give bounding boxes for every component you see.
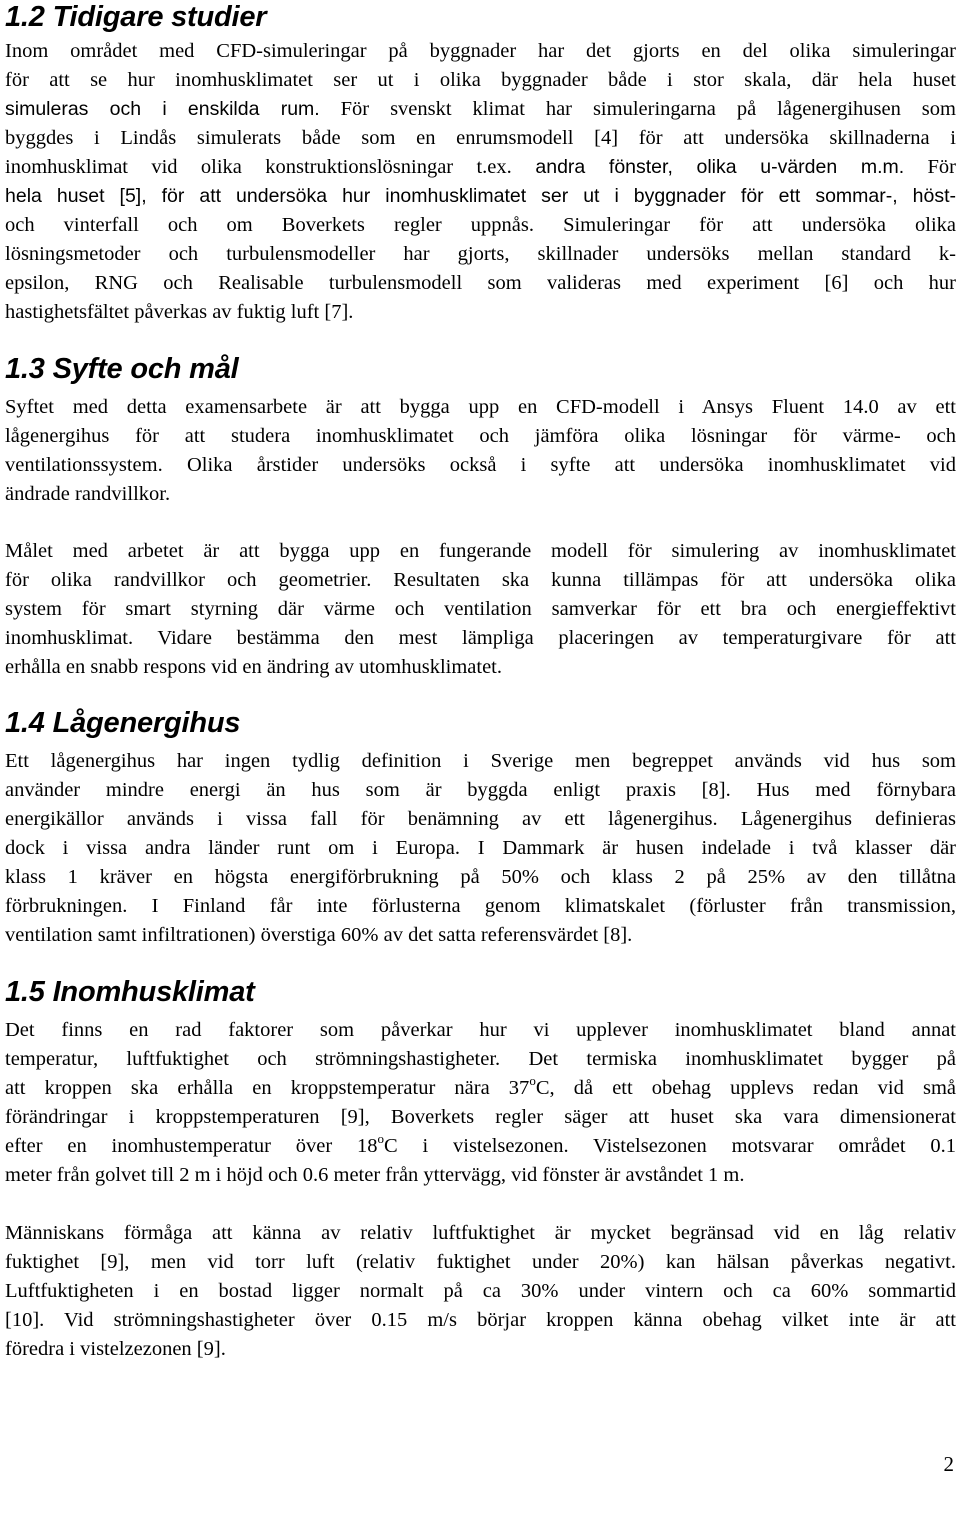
section-heading-1-3: 1.3 Syfte och mål [5, 353, 239, 385]
text-line: meter från golvet till 2 m i höjd och 0.6 meter från yttervägg, vid fönster är avståndet 1 m. [5, 1164, 745, 1186]
serif-span: För [904, 156, 956, 178]
text-line: lösningsmetoder och turbulensmodeller har gjorts, skillnader undersöks mellan standard k- [5, 243, 956, 265]
section-heading-1-4: 1.4 Lågenergihus [5, 707, 241, 739]
sans-span: andra fönster, olika u-värden m.m. [511, 156, 905, 178]
serif-span: För svenskt klimat har simuleringarna på lågenergihusen som [319, 98, 956, 120]
paragraph-luftfuktighet [5, 1219, 956, 1364]
text-line: dock i vissa andra länder runt om i Europa. I Dammark är husen indelade i två klasser där [5, 837, 956, 859]
text-line: energikällor används i vissa fall för benämning av ett lågenergihus. Lågenergihus definieras [5, 808, 956, 830]
superscript: o [529, 1073, 536, 1088]
text-line: använder mindre energi än hus som är byggda enligt praxis [8]. Hus med förnybara [5, 779, 956, 801]
text-line: Ett lågenergihus har ingen tydlig definition i Sverige men begreppet används vid hus som [5, 750, 956, 772]
text-line: lågenergihus för att studera inomhusklimatet och jämföra olika lösningar för värme- och [5, 425, 956, 447]
text-line: föredra i vistelzezonen [9]. [5, 1338, 226, 1360]
text-line: Det finns en rad faktorer som påverkar hur vi upplever inomhusklimatet bland annat [5, 1019, 956, 1041]
text-line: epsilon, RNG och Realisable turbulensmodell som valideras med experiment [6] och hur [5, 272, 956, 294]
text-line: fuktighet [9], men vid torr luft (relativ fuktighet under 20%) kan hälsan påverkas negativt. [5, 1251, 956, 1273]
section-heading-1-5: 1.5 Inomhusklimat [5, 976, 255, 1008]
text-line: förbrukningen. I Finland får inte förlusterna genom klimatskalet (förluster från transmission, [5, 895, 956, 917]
text-line [5, 95, 956, 124]
text-line: Inom området med CFD-simuleringar på byggnader har det gjorts en del olika simuleringar [5, 40, 956, 62]
paragraph-inomhusklimat [5, 1016, 956, 1190]
paragraph-lagenergihus [5, 747, 956, 950]
serif-span: Simuleringar för att undersöka olika [534, 214, 956, 236]
text-line: hela huset [5], för att undersöka hur inomhusklimatet ser ut i byggnader för ett sommar-, höst- [5, 185, 956, 207]
text-line: erhålla en snabb respons vid en ändring av utomhusklimatet. [5, 656, 503, 678]
text-line: [10]. Vid strömningshastigheter över 0.15 m/s börjar kroppen känna obehag vilket inte är att [5, 1309, 956, 1331]
text-line: Människans förmåga att känna av relativ luftfuktighet är mycket begränsad vid en låg relativ [5, 1222, 956, 1244]
text-line: temperatur, luftfuktighet och strömningshastigheter. Det termiska inomhusklimatet bygger på [5, 1048, 956, 1070]
text-line: Luftfuktigheten i en bostad ligger normalt på ca 30% under vintern och ca 60% sommartid [5, 1280, 956, 1302]
serif-span: C, då ett obehag upplevs redan vid små [535, 1077, 956, 1099]
sans-span: simuleras och i enskilda rum. [5, 98, 320, 120]
text-line: byggdes i Lindås simulerats både som en enrumsmodell [4] för att undersöka skillnaderna i [5, 127, 956, 149]
paragraph-malet [5, 537, 956, 682]
serif-span: att kroppen ska erhålla en kroppstemperatur nära 37 [5, 1077, 530, 1099]
paragraph-tidigare-studier [5, 37, 956, 327]
text-line: Syftet med detta examensarbete är att bygga upp en CFD-modell i Ansys Fluent 14.0 av ett [5, 396, 956, 418]
section-heading-1-2: 1.2 Tidigare studier [5, 1, 267, 33]
text-line: inomhusklimat. Vidare bestämma den mest lämpliga placeringen av temperaturgivare för att [5, 627, 956, 649]
text-line: system för smart styrning där värme och ventilation samverkar för ett bra och energieffektivt [5, 598, 956, 620]
paragraph-syfte [5, 393, 956, 509]
superscript: o [377, 1131, 384, 1146]
serif-span: C i vistelsezonen. Vistelsezonen motsvarar området 0.1 [384, 1135, 956, 1157]
serif-span: efter en inomhustemperatur över 18 [5, 1135, 378, 1157]
text-line [5, 153, 956, 182]
text-line [5, 211, 956, 240]
text-line: Målet med arbetet är att bygga upp en fungerande modell för simulering av inomhusklimatet [5, 540, 956, 562]
text-line: klass 1 kräver en högsta energiförbrukning på 50% och klass 2 på 25% av den tillåtna [5, 866, 956, 888]
text-line [5, 1132, 956, 1161]
serif-span: inomhusklimat vid olika konstruktionslösningar t.ex. [5, 156, 512, 178]
text-line: ventilationssystem. Olika årstider undersöks också i syfte att undersöka inomhusklimatet vid [5, 454, 956, 476]
page-number: 2 [943, 1452, 954, 1476]
text-line: förändringar i kroppstemperaturen [9], Boverkets regler säger att huset ska vara dimensionerat [5, 1106, 956, 1128]
serif-span: och vinterfall och om Boverkets regler uppnås. [5, 214, 535, 236]
text-line: ändrade randvillkor. [5, 483, 171, 505]
text-line: ventilation samt infiltrationen) överstiga 60% av det satta referensvärdet [8]. [5, 924, 633, 946]
text-line: för att se hur inomhusklimatet ser ut i olika byggnader både i stor skala, där hela huset [5, 69, 956, 91]
text-line: hastighetsfältet påverkas av fuktig luft [7]. [5, 301, 354, 323]
text-line [5, 1074, 956, 1103]
text-line: för olika randvillkor och geometrier. Resultaten ska kunna tillämpas för att undersöka olika [5, 569, 956, 591]
